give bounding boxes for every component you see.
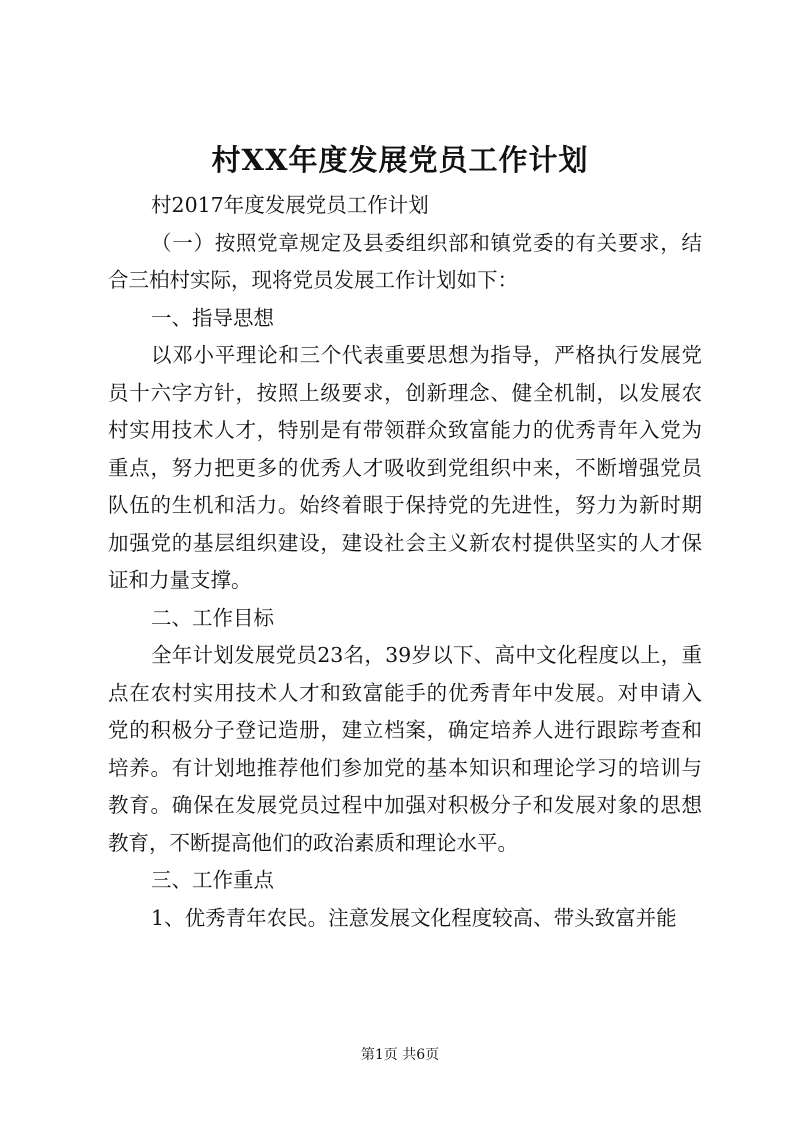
paragraph-guiding-ideology: 以邓小平理论和三个代表重要思想为指导，严格执行发展党员十六字方针，按照上级要求，创新理念、健全机制，以发展农村实用技术人才，特别是有带领群众致富能力的优秀青年入党为重点，努力把更多的优秀人才吸收到党组织中来，不断增强党员队伍的生机和活力。始终着眼于保持党的先进性，努力为新时期加强党的基层组织建设，建设社会主义新农村提供坚实的人才保证和力量支撑。 [108,343,702,592]
paragraph-work-goals: 全年计划发展党员23名，39岁以下、高中文化程度以上，重点在农村实用技术人才和致富能手的优秀青年中发展。对申请入党的积极分子登记造册，建立档案，确定培养人进行跟踪考查和培养。有计划地推荐他们参加党的基本知识和理论学习的培训与教育。确保在发展党员过程中加强对积极分子和发展对象的思想教育，不断提高他们的政治素质和理论水平。 [108,643,702,855]
document-title: 村XX年度发展党员工作计划 [211,143,589,177]
section-heading-work-focus: 三、工作重点 [151,868,275,892]
page-footer: 第1页 共6页 [360,1047,440,1063]
paragraph-intro: （一）按照党章规定及县委组织部和镇党委的有关要求，结合三柏村实际，现将党员发展工作计划如下： [108,230,702,292]
section-heading-guiding-ideology: 一、指导思想 [151,305,275,330]
document-body [108,187,702,937]
paragraph-subtitle: 村2017年度发展党员工作计划 [151,193,429,217]
section-heading-work-goals: 二、工作目标 [151,605,275,630]
paragraph-work-focus-item-1: 1、优秀青年农民。注意发展文化程度较高、带头致富并能 [151,905,677,930]
